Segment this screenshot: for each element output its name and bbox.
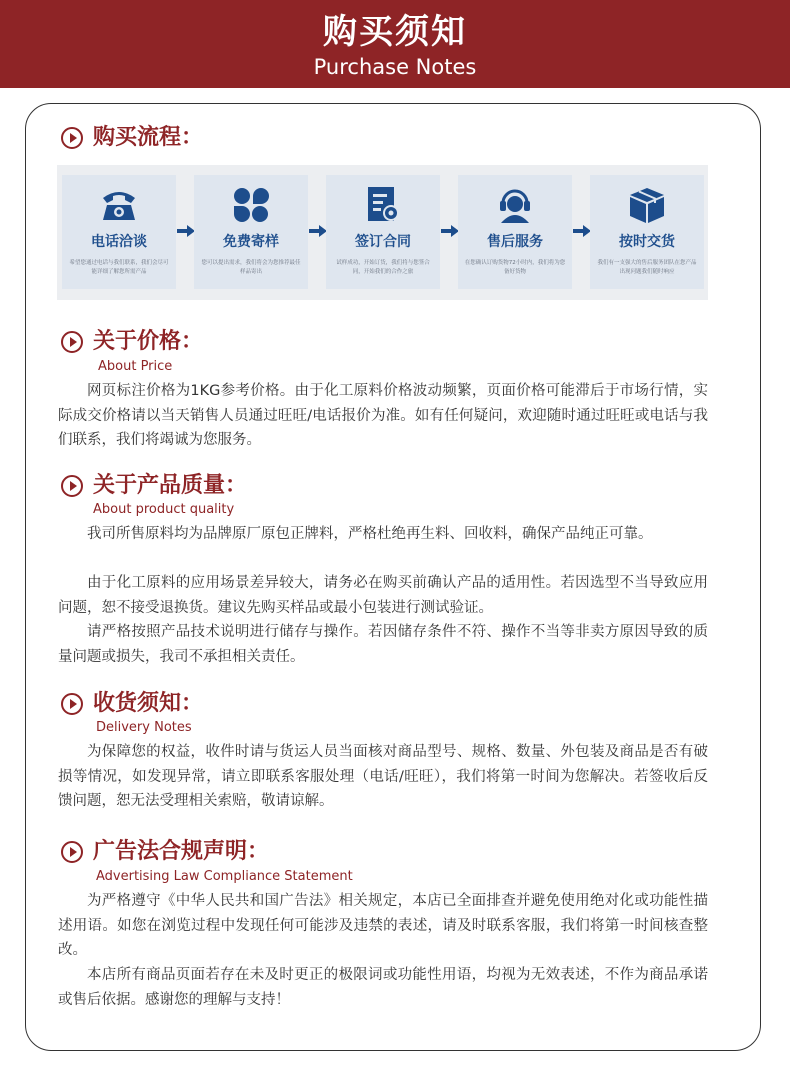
box-icon — [590, 183, 704, 227]
process-step-phone — [62, 175, 176, 289]
arrow-circle-icon — [61, 693, 83, 715]
delivery-section-title: 收货须知： — [61, 690, 203, 718]
flow-arrow-icon — [573, 225, 591, 237]
price-paragraph: 网页标注价格为1KG参考价格。由于化工原料价格波动频繁，页面价格可能滞后于市场行情，实际成交价格请以当天销售人员通过旺旺/电话报价为准。如有任何疑问，欢迎随时通过旺旺或电话与我们联系，我们将竭诚为您服务。 — [58, 383, 708, 448]
page-subtitle: Purchase Notes — [313, 55, 477, 79]
compliance-section-title: 广告法合规声明： — [61, 838, 269, 866]
support-icon — [458, 183, 572, 227]
step-label: 免费寄样 — [223, 234, 279, 250]
process-step-samples — [194, 175, 308, 289]
phone-icon — [62, 183, 176, 227]
step-desc: 我们有一支强大的售后服务团队在您产品出现问题我们随时响应 — [597, 260, 697, 275]
arrow-circle-icon — [61, 127, 83, 149]
step-desc: 您可以提出需求，我们将会为您推荐最佳样品寄出 — [201, 260, 301, 275]
contract-icon — [326, 183, 440, 227]
page-title: 购买须知 — [323, 12, 467, 52]
compliance-section-en: Advertising Law Compliance Statement — [96, 869, 353, 884]
flow-arrow-icon — [441, 225, 459, 237]
process-step-support — [458, 175, 572, 289]
step-label: 售后服务 — [487, 234, 543, 250]
compliance-paragraph-2: 本店所有商品页面若存在未及时更正的极限词或功能性用语，均视为无效表述，不作为商品承诺或售后依据。感谢您的理解与支持！ — [58, 967, 708, 1008]
quality-section-en: About product quality — [93, 502, 235, 517]
step-label: 签订合同 — [355, 234, 411, 250]
compliance-paragraph-1: 为严格遵守《中华人民共和国广告法》相关规定，本店已全面排查并避免使用绝对化或功能性描述用语。如您在浏览过程中发现任何可能涉及违禁的表述，请及时联系客服，我们将第一时间核查整改。 — [58, 893, 708, 958]
quality-paragraph-3: 请严格按照产品技术说明进行储存与操作。若因储存条件不符、操作不当等非卖方原因导致的质量问题或损失，我司不承担相关责任。 — [58, 624, 708, 665]
price-section-en: About Price — [98, 359, 173, 374]
process-step-delivery — [590, 175, 704, 289]
step-desc: 试样成功，开始订货，我们将与您签合同，开始我们的合作之旅 — [336, 260, 430, 275]
quality-section-title: 关于产品质量： — [61, 472, 247, 500]
process-section-title: 购买流程： — [61, 124, 203, 152]
price-section-title: 关于价格： — [61, 328, 203, 356]
flow-arrow-icon — [177, 225, 195, 237]
arrow-circle-icon — [61, 475, 83, 497]
process-step-contract — [326, 175, 440, 289]
quality-paragraph-1: 我司所售原料均为品牌原厂原包正牌料，严格杜绝再生料、回收料，确保产品纯正可靠。 — [87, 526, 653, 542]
quality-paragraph-2: 由于化工原料的应用场景差异较大，请务必在购买前确认产品的适用性。若因选型不当导致应用问题，恕不接受退换货。建议先购买样品或最小包装进行测试验证。 — [58, 575, 708, 616]
samples-icon — [194, 183, 308, 227]
arrow-circle-icon — [61, 331, 83, 353]
page-header — [0, 0, 790, 88]
step-desc: 希望您通过电话与我们联系，我们会尽可能详细了解您所需产品 — [69, 260, 169, 275]
delivery-paragraph: 为保障您的权益，收件时请与货运人员当面核对商品型号、规格、数量、外包装及商品是否有破损等情况，如发现异常，请立即联系客服处理（电话/旺旺），我们将第一时间为您解决。若签收后反馈问题，恕无法受理相关索赔，敬请谅解。 — [58, 744, 708, 809]
step-label: 电话洽谈 — [91, 234, 147, 250]
delivery-section-en: Delivery Notes — [96, 720, 192, 735]
flow-arrow-icon — [309, 225, 327, 237]
step-desc: 在您确认订购货物72小时内，我们将为您备好货物 — [464, 260, 566, 275]
arrow-circle-icon — [61, 841, 83, 863]
process-flow — [57, 165, 708, 300]
step-label: 按时交货 — [619, 234, 675, 250]
